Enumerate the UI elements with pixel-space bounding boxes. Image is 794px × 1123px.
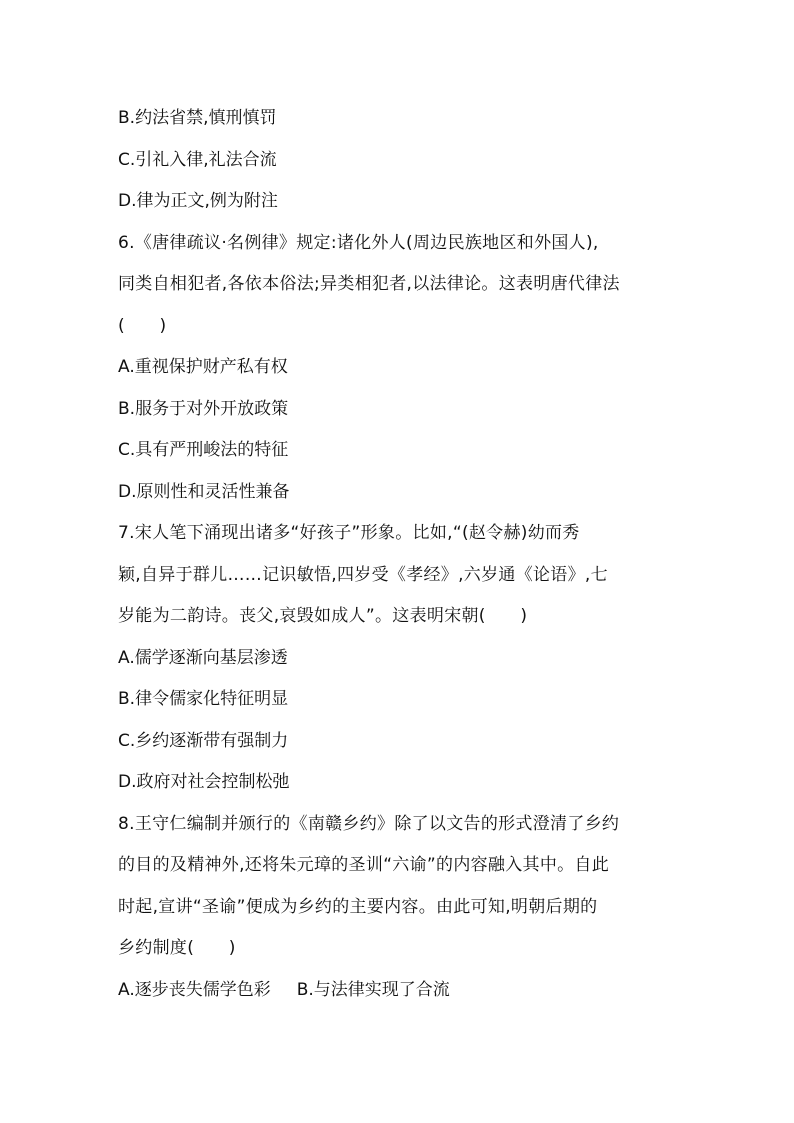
q8-stem-line: 的目的及精神外,还将朱元璋的圣训“六谕”的内容融入其中。自此 (118, 855, 610, 875)
q7-stem-line: 岁能为二韵诗。丧父,哀毁如成人”。这表明宋朝( ) (118, 606, 528, 626)
q6-option-c: C.具有严刑峻法的特征 (118, 440, 289, 460)
q8-option-a: A.逐步丧失儒学色彩 (118, 979, 271, 1000)
q8-stem-line: 8.王守仁编制并颁行的《南赣乡约》除了以文告的形式澄清了乡约 (118, 813, 620, 834)
q6-answer-blank: ( ) (118, 315, 167, 336)
q5-option-c: C.引礼入律,礼法合流 (118, 149, 277, 170)
q8-stem-line: 时起,宣讲“圣谕”便成为乡约的主要内容。由此可知,明朝后期的 (118, 896, 598, 917)
q7-option-d: D.政府对社会控制松弛 (118, 772, 290, 792)
question-content (118, 101, 678, 1014)
q5-option-d: D.律为正文,例为附注 (118, 191, 278, 211)
q7-stem-line: 颖,自异于群儿……记识敏悟,四岁受《孝经》,六岁通《论语》,七 (118, 564, 608, 585)
q7-option-a: A.儒学逐渐向基层渗透 (118, 647, 288, 668)
q6-stem-line: 6.《唐律疏议·名例律》规定:诸化外人(周边民族地区和外国人), (118, 232, 599, 253)
q6-option-a: A.重视保护财产私有权 (118, 357, 288, 377)
q5-option-b: B.约法省禁,慎刑慎罚 (118, 108, 277, 128)
q6-option-d: D.原则性和灵活性兼备 (118, 481, 290, 502)
q8-options-row (118, 973, 678, 1015)
q8-stem-line: 乡约制度( ) (118, 938, 236, 958)
q8-option-b: B.与法律实现了合流 (296, 979, 450, 1000)
q7-stem-line: 7.宋人笔下涌现出诸多“好孩子”形象。比如,“(赵令赫)幼而秀 (118, 523, 580, 543)
q7-option-c: C.乡约逐渐带有强制力 (118, 730, 289, 751)
q7-option-b: B.律令儒家化特征明显 (118, 689, 289, 709)
q6-option-b: B.服务于对外开放政策 (118, 398, 289, 419)
q6-stem-line: 同类自相犯者,各依本俗法;异类相犯者,以法律论。这表明唐代律法 (118, 274, 620, 294)
